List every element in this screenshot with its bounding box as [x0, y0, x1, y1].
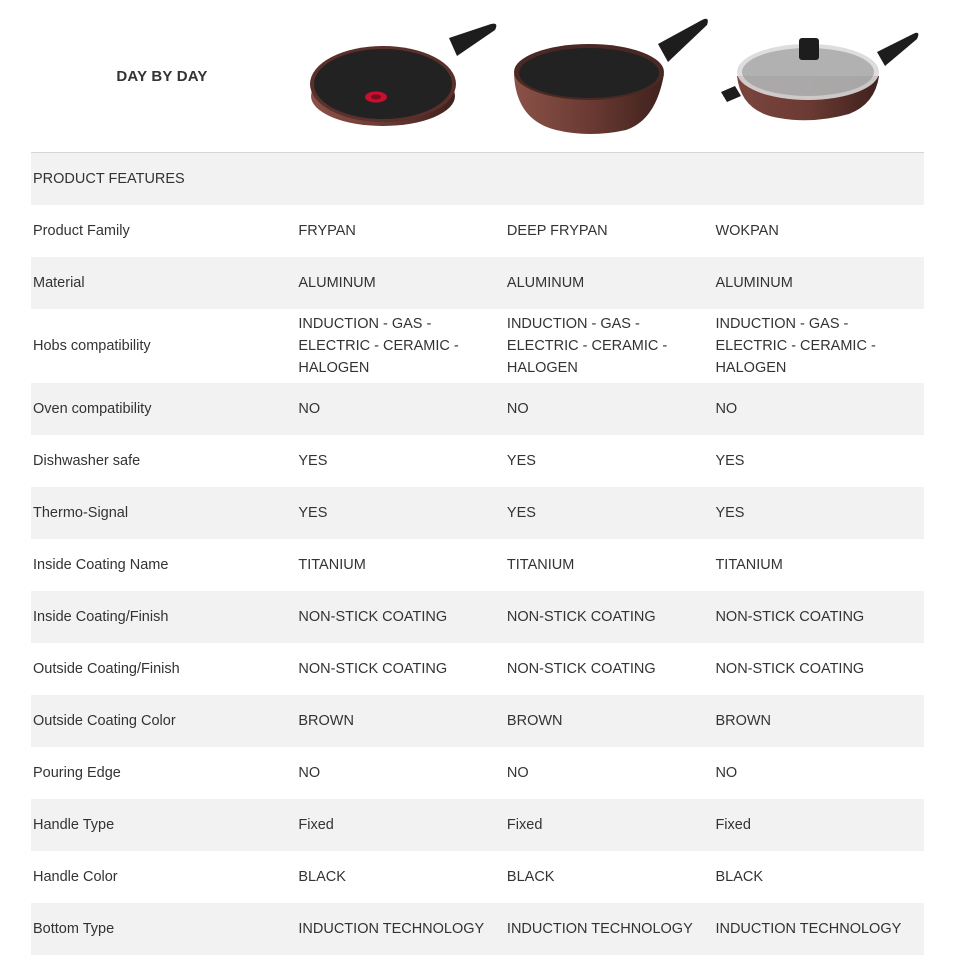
features-table: [31, 153, 924, 955]
row-label: Thermo-Signal: [33, 505, 129, 521]
cell-value: TITANIUM: [715, 557, 783, 573]
cell-value: NON-STICK COATING: [506, 609, 656, 625]
product-header: [31, 0, 924, 153]
section-title: PRODUCT FEATURES: [33, 171, 185, 187]
row-label: Handle Color: [33, 869, 118, 885]
cell-value: BROWN: [715, 713, 772, 729]
row-label: Product Family: [33, 223, 130, 239]
cell-value: NON-STICK COATING: [506, 661, 656, 677]
cell-value: BLACK: [298, 869, 346, 885]
cell-value: TITANIUM: [298, 557, 366, 573]
table-row: [31, 799, 924, 851]
table-row: [31, 851, 924, 903]
cell-value: INDUCTION TECHNOLOGY: [506, 921, 693, 937]
row-label: Outside Coating Color: [33, 713, 176, 729]
cell-value: TITANIUM: [506, 557, 575, 573]
cell-value: BROWN: [298, 713, 354, 729]
row-label: Bottom Type: [33, 921, 115, 937]
table-row: [31, 435, 924, 487]
cell-value: ALUMINUM: [506, 275, 585, 291]
table-row: [31, 747, 924, 799]
table-row: [31, 539, 924, 591]
row-label: Dishwasher safe: [33, 453, 141, 469]
section-header-row: [31, 153, 924, 205]
cell-value: YES: [506, 453, 536, 469]
table-row: [31, 695, 924, 747]
row-label: Inside Coating Name: [33, 557, 169, 573]
cell-value: Fixed: [715, 817, 751, 833]
table-row: [31, 383, 924, 435]
table-row: [31, 591, 924, 643]
cell-value: INDUCTION - GAS - ELECTRIC - CERAMIC - HALOGEN: [506, 316, 668, 376]
cell-value: INDUCTION TECHNOLOGY: [298, 921, 485, 937]
cell-value: NO: [506, 401, 529, 417]
cell-value: YES: [298, 453, 328, 469]
cell-value: NO: [298, 401, 321, 417]
cell-value: NON-STICK COATING: [715, 609, 865, 625]
cell-value: DEEP FRYPAN: [506, 223, 608, 239]
table-row: [31, 309, 924, 383]
deep-frypan-image: [508, 0, 717, 152]
cell-value: BROWN: [506, 713, 563, 729]
wokpan-image: [717, 0, 926, 152]
frypan-image: [299, 0, 508, 152]
cell-value: YES: [715, 505, 745, 521]
cell-value: NO: [715, 401, 738, 417]
row-label: Material: [33, 275, 85, 291]
cell-value: ALUMINUM: [298, 275, 376, 291]
cell-value: FRYPAN: [298, 223, 356, 239]
table-row: [31, 487, 924, 539]
row-label: Inside Coating/Finish: [33, 609, 169, 625]
row-label: Oven compatibility: [33, 401, 152, 417]
row-label: Outside Coating/Finish: [33, 661, 180, 677]
cell-value: NO: [715, 765, 738, 781]
table-row: [31, 643, 924, 695]
cell-value: YES: [298, 505, 328, 521]
cell-value: ALUMINUM: [715, 275, 793, 291]
brand-title: DAY BY DAY: [116, 67, 208, 85]
row-label: Hobs compatibility: [33, 338, 151, 354]
row-label: Handle Type: [33, 817, 115, 833]
table-row: [31, 205, 924, 257]
cell-value: Fixed: [506, 817, 543, 833]
cell-value: INDUCTION TECHNOLOGY: [715, 921, 902, 937]
cell-value: NO: [298, 765, 321, 781]
cell-value: INDUCTION - GAS - ELECTRIC - CERAMIC - HALOGEN: [298, 316, 459, 376]
cell-value: Fixed: [298, 817, 334, 833]
cell-value: INDUCTION - GAS - ELECTRIC - CERAMIC - HALOGEN: [715, 316, 876, 376]
table-row: [31, 903, 924, 955]
cell-value: BLACK: [715, 869, 764, 885]
cell-value: NON-STICK COATING: [298, 661, 448, 677]
cell-value: YES: [506, 505, 536, 521]
table-row: [31, 257, 924, 309]
cell-value: NON-STICK COATING: [715, 661, 865, 677]
row-label: Pouring Edge: [33, 765, 121, 781]
cell-value: YES: [715, 453, 745, 469]
cell-value: NO: [506, 765, 529, 781]
cell-value: BLACK: [506, 869, 555, 885]
cell-value: WOKPAN: [715, 223, 779, 239]
cell-value: NON-STICK COATING: [298, 609, 448, 625]
